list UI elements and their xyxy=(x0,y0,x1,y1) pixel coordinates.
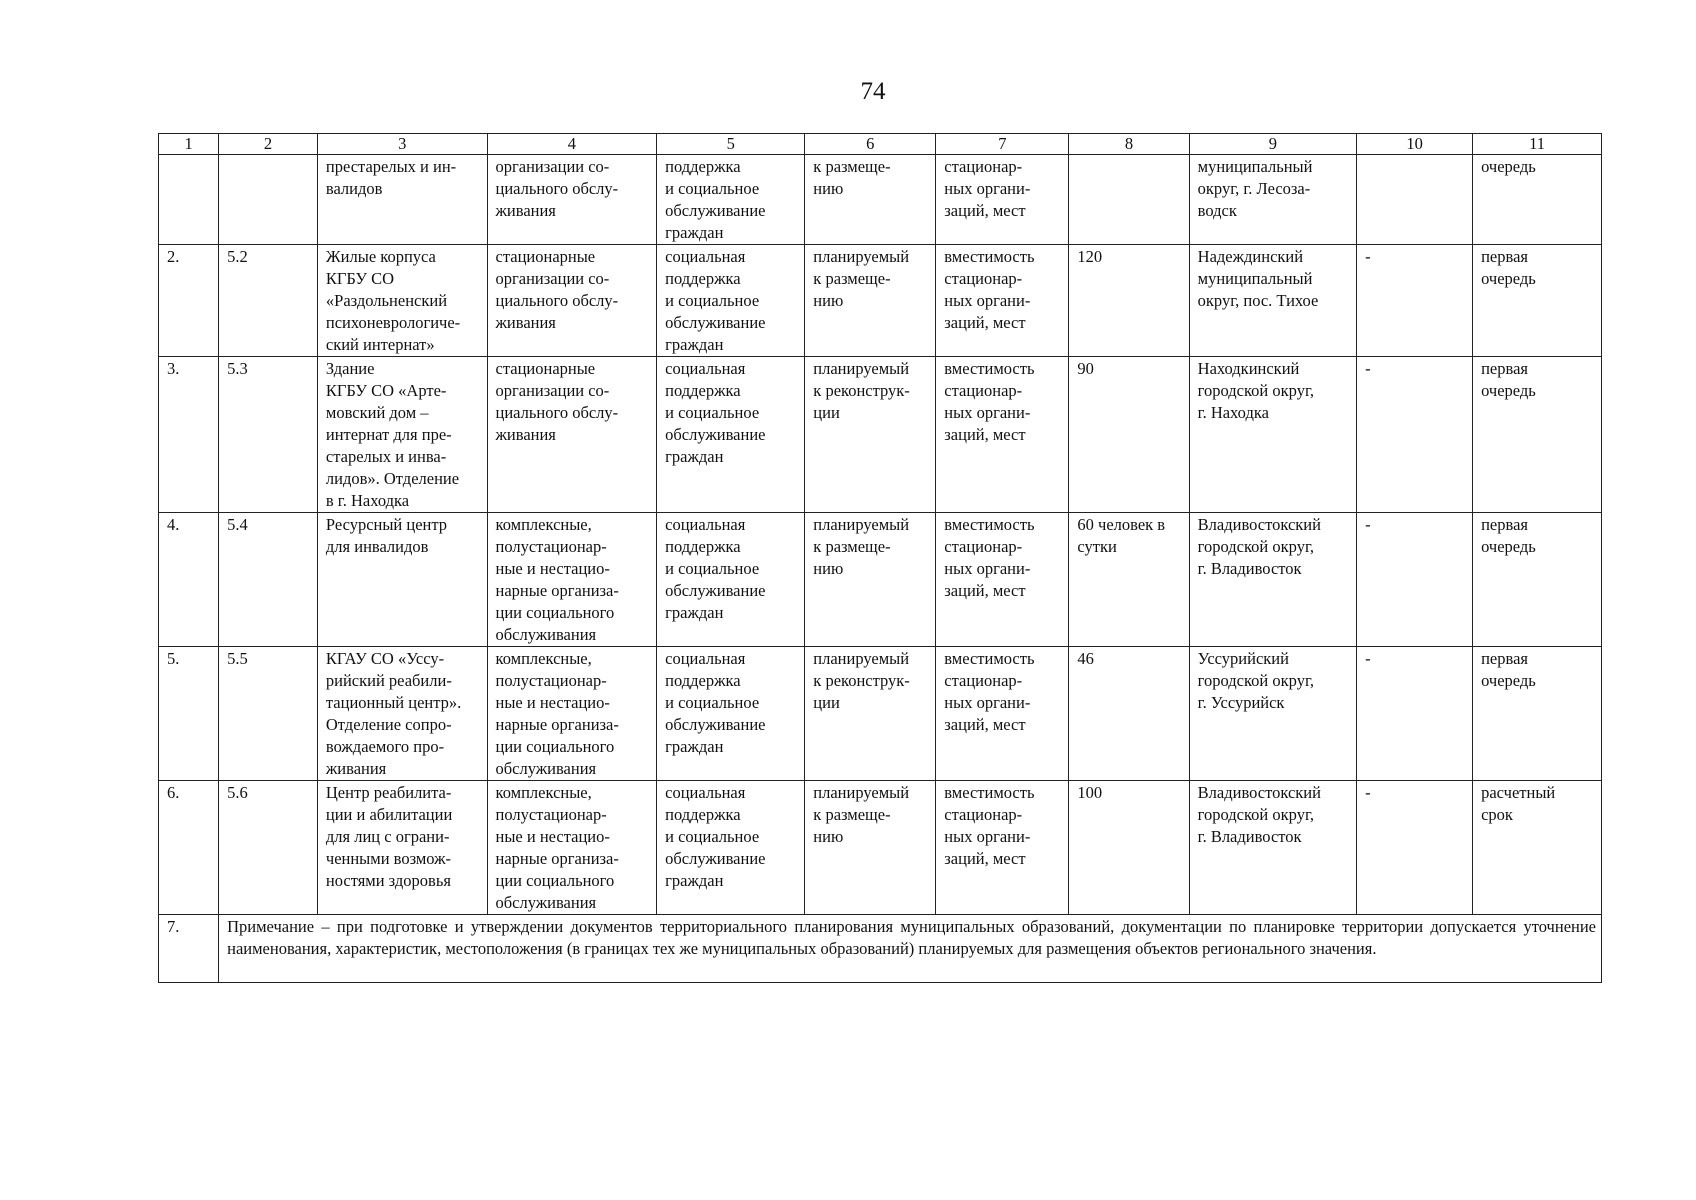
cell-line: и социальное xyxy=(665,291,760,310)
cell-line: Здание xyxy=(325,359,375,378)
cell-location xyxy=(1189,781,1356,915)
cell-line: Находкинский xyxy=(1197,359,1300,378)
cell-line: первая xyxy=(1481,359,1528,378)
cell-line: вместимость xyxy=(944,247,1035,266)
cell-line: социальная xyxy=(665,247,746,266)
column-header: 1 xyxy=(159,134,219,155)
cell-line: нию xyxy=(813,179,844,198)
cell-location xyxy=(1189,647,1356,781)
cell-characteristic-value xyxy=(1069,245,1189,357)
table-row xyxy=(159,245,1602,357)
cell-line: 46 xyxy=(1077,649,1094,668)
column-header: 10 xyxy=(1357,134,1473,155)
cell-line: г. Находка xyxy=(1197,403,1269,422)
cell-line: поддержка xyxy=(665,671,741,690)
cell-row-number: 3. xyxy=(159,357,219,513)
cell-line: планируемый xyxy=(813,783,910,802)
note-row xyxy=(159,915,1602,983)
cell-row-number: 2. xyxy=(159,245,219,357)
cell-line: «Раздольненский xyxy=(325,291,448,310)
cell-implementation-term xyxy=(1473,245,1602,357)
column-header: 8 xyxy=(1069,134,1189,155)
cell-object-status xyxy=(805,155,936,245)
cell-line: планируемый xyxy=(813,649,910,668)
cell-object-name xyxy=(317,513,487,647)
cell-function-purpose xyxy=(657,781,805,915)
cell-line: циального обслу- xyxy=(495,179,619,198)
cell-object-status xyxy=(805,357,936,513)
cell-characteristic-value xyxy=(1069,357,1189,513)
cell-object-type xyxy=(487,513,657,647)
cell-line: к реконструк- xyxy=(813,671,910,690)
cell-line: ные и нестацио- xyxy=(495,559,610,578)
cell-line: г. Владивосток xyxy=(1197,827,1302,846)
cell-line: первая xyxy=(1481,247,1528,266)
cell-line: интернат для пре- xyxy=(325,425,452,444)
cell-line: - xyxy=(1365,359,1371,378)
cell-object-name xyxy=(317,647,487,781)
cell-line: стационарные xyxy=(495,247,596,266)
cell-line: граждан xyxy=(665,737,724,756)
cell-line: социальная xyxy=(665,783,746,802)
cell-line: планируемый xyxy=(813,359,910,378)
cell-characteristic-name xyxy=(936,155,1069,245)
cell-location xyxy=(1189,357,1356,513)
cell-line: обслуживание xyxy=(665,715,766,734)
cell-function-purpose xyxy=(657,357,805,513)
cell-line: стационар- xyxy=(944,381,1023,400)
cell-line: к реконструк- xyxy=(813,381,910,400)
cell-line: Надеждинский xyxy=(1197,247,1304,266)
cell-line: ции и абилитации xyxy=(325,805,453,824)
cell-item-number: 5.3 xyxy=(219,357,318,513)
cell-line: граждан xyxy=(665,335,724,354)
cell-line: городской округ, xyxy=(1197,805,1314,824)
cell-line: - xyxy=(1365,515,1371,534)
cell-line: нию xyxy=(813,291,844,310)
column-header: 11 xyxy=(1473,134,1602,155)
cell-function-purpose xyxy=(657,245,805,357)
cell-function-purpose xyxy=(657,513,805,647)
cell-line: вместимость xyxy=(944,783,1035,802)
cell-characteristic-name xyxy=(936,357,1069,513)
column-header: 3 xyxy=(317,134,487,155)
cell-line: граждан xyxy=(665,603,724,622)
cell-line: первая xyxy=(1481,515,1528,534)
cell-line: Уссурийский xyxy=(1197,649,1289,668)
cell-security-zone xyxy=(1357,357,1473,513)
cell-line: расчетный xyxy=(1481,783,1556,802)
cell-line: обслуживание xyxy=(665,313,766,332)
cell-line: обслуживание xyxy=(665,201,766,220)
cell-line: поддержка xyxy=(665,269,741,288)
cell-line: Жилые корпуса xyxy=(325,247,436,266)
cell-line: комплексные, xyxy=(495,783,592,802)
table-row xyxy=(159,781,1602,915)
cell-line: живания xyxy=(495,201,556,220)
cell-line: ский интернат» xyxy=(325,335,435,354)
cell-line: и социальное xyxy=(665,827,760,846)
cell-location xyxy=(1189,155,1356,245)
cell-security-zone xyxy=(1357,245,1473,357)
cell-line: комплексные, xyxy=(495,649,592,668)
cell-line: сутки xyxy=(1077,537,1117,556)
cell-line: вместимость xyxy=(944,359,1035,378)
cell-line: социальная xyxy=(665,515,746,534)
table-row xyxy=(159,155,1602,245)
cell-line: 60 человек в xyxy=(1077,515,1166,534)
cell-line: нарные организа- xyxy=(495,715,619,734)
cell-line: очередь xyxy=(1481,269,1536,288)
cell-line: заций, мест xyxy=(944,581,1026,600)
column-header: 5 xyxy=(657,134,805,155)
cell-item-number: 5.4 xyxy=(219,513,318,647)
cell-object-name xyxy=(317,357,487,513)
cell-line: г. Владивосток xyxy=(1197,559,1302,578)
cell-implementation-term xyxy=(1473,155,1602,245)
cell-characteristic-name xyxy=(936,647,1069,781)
cell-line: обслуживание xyxy=(665,849,766,868)
cell-line: заций, мест xyxy=(944,313,1026,332)
table-row xyxy=(159,647,1602,781)
cell-line: граждан xyxy=(665,223,724,242)
cell-implementation-term xyxy=(1473,357,1602,513)
column-header: 2 xyxy=(219,134,318,155)
cell-line: г. Уссурийск xyxy=(1197,693,1285,712)
cell-line: ностями здоровья xyxy=(325,871,451,890)
cell-line: округ, пос. Тихое xyxy=(1197,291,1319,310)
cell-line: заций, мест xyxy=(944,715,1026,734)
cell-line: к размеще- xyxy=(813,269,891,288)
cell-line: заций, мест xyxy=(944,425,1026,444)
cell-line: престарелых и ин- xyxy=(325,157,457,176)
cell-item-number: 5.5 xyxy=(219,647,318,781)
cell-characteristic-value xyxy=(1069,513,1189,647)
cell-line: ции социального xyxy=(495,871,615,890)
cell-line: организации со- xyxy=(495,157,610,176)
cell-line: - xyxy=(1365,783,1371,802)
cell-line: живания xyxy=(495,313,556,332)
cell-line: планируемый xyxy=(813,515,910,534)
cell-line: срок xyxy=(1481,805,1513,824)
cell-line: округ, г. Лесоза- xyxy=(1197,179,1311,198)
cell-line: - xyxy=(1365,247,1371,266)
cell-line: ции xyxy=(813,693,840,712)
cell-security-zone xyxy=(1357,647,1473,781)
cell-line: КГБУ СО xyxy=(325,269,395,288)
cell-line: первая xyxy=(1481,649,1528,668)
cell-line: для лиц с ограни- xyxy=(325,827,450,846)
cell-line: нарные организа- xyxy=(495,581,619,600)
cell-line: валидов xyxy=(325,179,383,198)
cell-line: обслуживание xyxy=(665,581,766,600)
cell-line: нию xyxy=(813,827,844,846)
page-number: 74 xyxy=(860,78,886,105)
cell-line: полустационар- xyxy=(495,805,607,824)
cell-line: социальная xyxy=(665,359,746,378)
cell-line: ных органи- xyxy=(944,827,1031,846)
cell-line: ных органи- xyxy=(944,403,1031,422)
cell-item-number xyxy=(219,155,318,245)
cell-line: обслуживания xyxy=(495,625,597,644)
cell-line: и социальное xyxy=(665,559,760,578)
cell-line: Ресурсный центр xyxy=(325,515,448,534)
cell-line: граждан xyxy=(665,871,724,890)
cell-line: 120 xyxy=(1077,247,1103,266)
cell-line: циального обслу- xyxy=(495,403,619,422)
cell-line: заций, мест xyxy=(944,849,1026,868)
cell-object-name xyxy=(317,245,487,357)
cell-line: комплексные, xyxy=(495,515,592,534)
cell-line: рийский реабили- xyxy=(325,671,452,690)
cell-line: стационар- xyxy=(944,269,1023,288)
cell-characteristic-value xyxy=(1069,155,1189,245)
cell-line: вождаемого про- xyxy=(325,737,445,756)
cell-line: городской округ, xyxy=(1197,537,1314,556)
cell-line: социальная xyxy=(665,649,746,668)
cell-line: тационный центр». xyxy=(325,693,462,712)
cell-line: планируемый xyxy=(813,247,910,266)
cell-object-status xyxy=(805,647,936,781)
cell-line: вместимость xyxy=(944,515,1035,534)
cell-line: стационар- xyxy=(944,537,1023,556)
cell-line: очередь xyxy=(1481,381,1536,400)
cell-line: и социальное xyxy=(665,179,760,198)
cell-line: ные и нестацио- xyxy=(495,693,610,712)
cell-security-zone xyxy=(1357,513,1473,647)
cell-characteristic-value xyxy=(1069,647,1189,781)
cell-line: муниципальный xyxy=(1197,157,1313,176)
cell-line: ные и нестацио- xyxy=(495,827,610,846)
cell-line: к размеще- xyxy=(813,805,891,824)
cell-characteristic-name xyxy=(936,245,1069,357)
cell-line: нарные организа- xyxy=(495,849,619,868)
cell-location xyxy=(1189,513,1356,647)
cell-line: и социальное xyxy=(665,403,760,422)
cell-line: лидов». Отделение xyxy=(325,469,460,488)
cell-line: поддержка xyxy=(665,537,741,556)
cell-line: организации со- xyxy=(495,269,610,288)
cell-security-zone xyxy=(1357,155,1473,245)
cell-line: поддержка xyxy=(665,381,741,400)
cell-function-purpose xyxy=(657,155,805,245)
cell-line: КГАУ СО «Уссу- xyxy=(325,649,445,668)
note-row-number: 7. xyxy=(159,915,219,983)
column-number-row xyxy=(159,134,1602,155)
cell-line: ции социального xyxy=(495,737,615,756)
cell-line: Владивостокский xyxy=(1197,515,1321,534)
cell-line: к размеще- xyxy=(813,157,891,176)
cell-row-number: 4. xyxy=(159,513,219,647)
cell-line: мовский дом – xyxy=(325,403,429,422)
cell-line: стационарные xyxy=(495,359,596,378)
cell-line: полустационар- xyxy=(495,537,607,556)
cell-object-status xyxy=(805,513,936,647)
cell-line: очередь xyxy=(1481,671,1536,690)
cell-object-type xyxy=(487,155,657,245)
cell-line: - xyxy=(1365,649,1371,668)
cell-line: ции xyxy=(813,403,840,422)
cell-characteristic-name xyxy=(936,781,1069,915)
cell-implementation-term xyxy=(1473,513,1602,647)
cell-line: стационар- xyxy=(944,671,1023,690)
cell-row-number: 6. xyxy=(159,781,219,915)
cell-object-name xyxy=(317,781,487,915)
cell-line: поддержка xyxy=(665,157,741,176)
cell-line: 90 xyxy=(1077,359,1094,378)
cell-line: обслуживание xyxy=(665,425,766,444)
cell-object-name xyxy=(317,155,487,245)
cell-object-status xyxy=(805,781,936,915)
cell-line: городской округ, xyxy=(1197,381,1314,400)
objects-table xyxy=(158,133,1602,983)
table-row xyxy=(159,357,1602,513)
cell-item-number: 5.6 xyxy=(219,781,318,915)
cell-line: старелых и инва- xyxy=(325,447,447,466)
cell-line: к размеще- xyxy=(813,537,891,556)
cell-item-number: 5.2 xyxy=(219,245,318,357)
cell-object-type xyxy=(487,781,657,915)
cell-characteristic-name xyxy=(936,513,1069,647)
cell-line: живания xyxy=(325,759,387,778)
cell-row-number xyxy=(159,155,219,245)
cell-line: поддержка xyxy=(665,805,741,824)
cell-line: Владивостокский xyxy=(1197,783,1321,802)
cell-line: для инвалидов xyxy=(325,537,429,556)
column-header: 4 xyxy=(487,134,657,155)
cell-line: стационар- xyxy=(944,805,1023,824)
column-header: 7 xyxy=(936,134,1069,155)
cell-line: в г. Находка xyxy=(325,491,410,510)
cell-line: Центр реабилита- xyxy=(325,783,452,802)
table-body xyxy=(159,155,1602,983)
cell-implementation-term xyxy=(1473,781,1602,915)
table-row xyxy=(159,513,1602,647)
cell-object-type xyxy=(487,245,657,357)
note-text: Примечание – при подготовке и утверждении документов территориального планирования муниципальных образований, документации по планировке территории допускается уточнение наименования, характеристик, местоположения (в границах тех же муниципальных образований) планируемых для размещения объектов регионального значения. xyxy=(219,915,1602,983)
cell-line: очередь xyxy=(1481,157,1536,176)
cell-line: ных органи- xyxy=(944,179,1031,198)
cell-line: вместимость xyxy=(944,649,1035,668)
cell-line: ции социального xyxy=(495,603,615,622)
cell-line: 100 xyxy=(1077,783,1103,802)
cell-line: ных органи- xyxy=(944,291,1031,310)
cell-line: очередь xyxy=(1481,537,1536,556)
cell-line: КГБУ СО «Арте- xyxy=(325,381,447,400)
cell-location xyxy=(1189,245,1356,357)
cell-security-zone xyxy=(1357,781,1473,915)
cell-object-type xyxy=(487,357,657,513)
cell-line: заций, мест xyxy=(944,201,1026,220)
cell-function-purpose xyxy=(657,647,805,781)
cell-line: Отделение сопро- xyxy=(325,715,452,734)
cell-line: ченными возмож- xyxy=(325,849,452,868)
cell-object-status xyxy=(805,245,936,357)
cell-characteristic-value xyxy=(1069,781,1189,915)
cell-object-type xyxy=(487,647,657,781)
cell-line: ных органи- xyxy=(944,559,1031,578)
cell-line: и социальное xyxy=(665,693,760,712)
cell-line: водск xyxy=(1197,201,1237,220)
cell-line: полустационар- xyxy=(495,671,607,690)
cell-line: организации со- xyxy=(495,381,610,400)
cell-line: циального обслу- xyxy=(495,291,619,310)
cell-line: обслуживания xyxy=(495,893,597,912)
cell-line: живания xyxy=(495,425,556,444)
cell-implementation-term xyxy=(1473,647,1602,781)
column-header: 9 xyxy=(1189,134,1356,155)
cell-line: муниципальный xyxy=(1197,269,1313,288)
cell-line: ных органи- xyxy=(944,693,1031,712)
cell-line: граждан xyxy=(665,447,724,466)
cell-row-number: 5. xyxy=(159,647,219,781)
cell-line: стационар- xyxy=(944,157,1023,176)
cell-line: нию xyxy=(813,559,844,578)
cell-line: городской округ, xyxy=(1197,671,1314,690)
cell-line: психоневрологиче- xyxy=(325,313,461,332)
cell-line: обслуживания xyxy=(495,759,597,778)
column-header: 6 xyxy=(805,134,936,155)
